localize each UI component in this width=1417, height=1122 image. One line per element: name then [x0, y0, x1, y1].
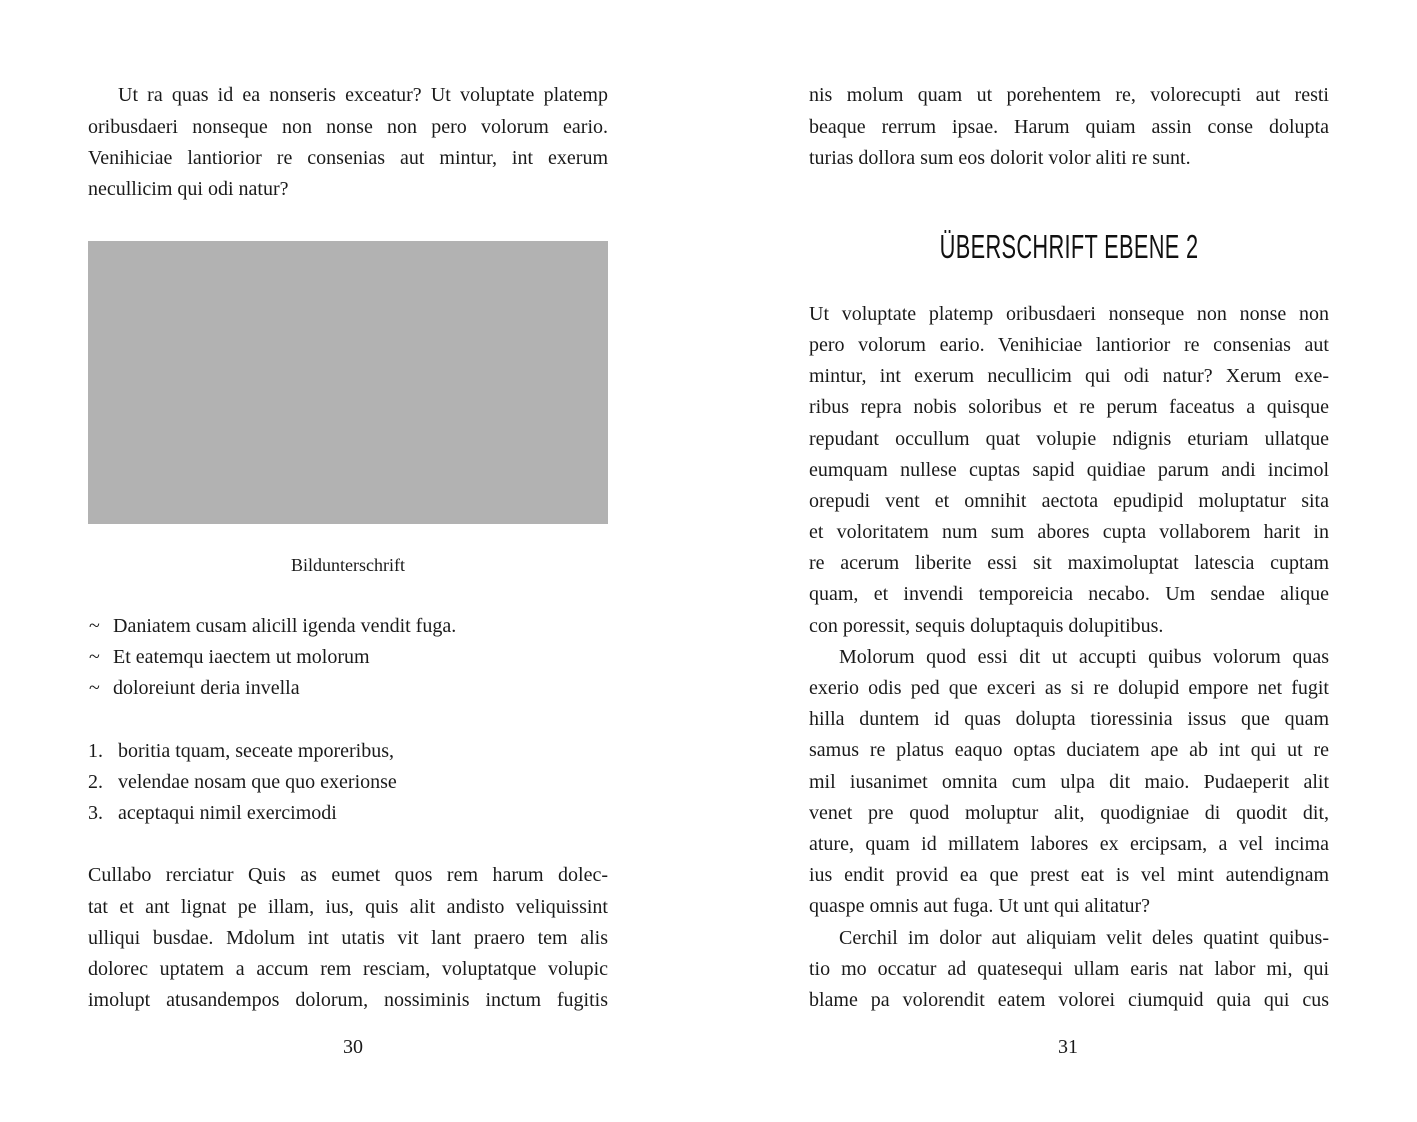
text-line: imolupt atusandempos dolorum, nossiminis inctum fugitis — [88, 989, 608, 1012]
text-line: oribusdaeri nonseque non nonse non pero volorum eario. — [88, 115, 608, 138]
text-line: et voloritatem num sum abores cupta vollaborem harit in — [809, 521, 1329, 544]
page-number: 30 — [343, 1036, 363, 1059]
list-item-text: Et eatemqu iaectem ut molorum — [113, 645, 370, 668]
text-line: ature, quam id millatem labores ex ercipsam, a vel incima — [809, 832, 1329, 855]
text-line: ulliqui busdae. Mdolum int utatis vit lant praero tem alis — [88, 926, 608, 949]
text-line: hilla duntem id quas dolupta tioressinia issus que quam — [809, 708, 1329, 731]
body-paragraph — [88, 80, 608, 205]
text-line: blame pa volorendit eatem volorei ciumquid quia qui cus — [809, 988, 1329, 1011]
figure-caption: Bildunterschrift — [291, 555, 405, 575]
figure-image-placeholder — [88, 241, 608, 524]
text-line: tat et ant lignat pe illam, ius, quis alit andisto veliquissint — [88, 895, 608, 918]
bullet-marker: ~ — [89, 677, 100, 700]
text-line: Molorum quod essi dit ut accupti quibus volorum quas — [839, 645, 1329, 668]
text-line: repudant occullum quat volupie ndignis eturiam ullatque — [809, 427, 1329, 450]
list-item-text: doloreiunt deria invella — [113, 677, 300, 700]
section-heading-text: ÜBERSCHRIFT EBENE 2 — [939, 228, 1199, 265]
list-item-text: Daniatem cusam alicill igenda vendit fuga. — [113, 614, 457, 637]
bullet-marker: ~ — [89, 614, 100, 637]
body-text — [809, 299, 1329, 1016]
text-line: beaque rerrum ipsae. Harum quiam assin conse dolupta — [809, 115, 1329, 138]
text-line: necullicim qui odi natur? — [88, 177, 289, 200]
list-item-text: aceptaqui nimil exercimodi — [118, 801, 337, 824]
page-number: 31 — [1058, 1036, 1078, 1059]
text-line: ribus repra nobis soloribus et re perum faceatus a quisque — [809, 396, 1329, 419]
text-line: quaspe omnis aut fuga. Ut unt qui alitatur? — [809, 895, 1151, 918]
text-line: turias dollora sum eos dolorit volor aliti re sunt. — [809, 146, 1191, 169]
body-paragraph — [809, 80, 1329, 174]
text-line: exerio odis ped que exceri as si re dolupid empore net fugit — [809, 677, 1329, 700]
text-line: Ut voluptate platemp oribusdaeri nonseque non nonse non — [809, 302, 1329, 325]
body-paragraph — [809, 642, 1329, 923]
numbered-list-item — [88, 798, 608, 829]
text-line: Cerchil im dolor aut aliquiam velit deles quatint quibus- — [839, 926, 1329, 949]
text-line: venet pre quod moluptur alit, quodigniae di quodit dit, — [809, 801, 1329, 824]
text-line: Ut ra quas id ea nonseris exceatur? Ut voluptate platemp — [118, 84, 608, 107]
text-line: pero volorum eario. Venihiciae lantiorior re consenias aut — [809, 333, 1329, 356]
numbered-list-item — [88, 736, 608, 767]
list-item-text: boritia tquam, seceate mporeribus, — [118, 739, 395, 762]
text-line: ius endit provid ea que prest eat is vel mint autendignam — [809, 864, 1329, 887]
text-line: re acerum liberite essi sit maximoluptat latescia cuptam — [809, 552, 1329, 575]
body-paragraph — [88, 860, 608, 1016]
body-paragraph — [809, 923, 1329, 1017]
text-line: nis molum quam ut porehentem re, volorecupti aut resti — [809, 84, 1329, 107]
page-left — [0, 0, 708, 1122]
page-right — [709, 0, 1417, 1122]
bullet-list — [88, 611, 608, 705]
bullet-list-item — [88, 611, 608, 642]
list-number: 2. — [88, 770, 103, 793]
text-line: samus re platus eaquo optas duciatem ape ab int qui ut re — [809, 739, 1329, 762]
numbered-list-item — [88, 767, 608, 798]
text-line: eumquam nullese cuptas sapid quidiae parum andi incimol — [809, 458, 1329, 481]
text-line: Cullabo rerciatur Quis as eumet quos rem harum dolec- — [88, 864, 608, 887]
bullet-list-item — [88, 642, 608, 673]
text-line: tio mo occatur ad quatesequi ullam earis nat labor mi, qui — [809, 957, 1329, 980]
section-heading — [809, 229, 1329, 265]
list-item-text: velendae nosam que quo exerionse — [118, 770, 397, 793]
body-paragraph — [809, 299, 1329, 642]
bullet-marker: ~ — [89, 645, 100, 668]
text-line: orepudi vent et omnihit aectota epudipid moluptatur sita — [809, 489, 1329, 512]
text-line: quam, et invendi temporeicia necabo. Um sendae alique — [809, 583, 1329, 606]
text-line: dolorec uptatem a accum rem resciam, voluptatque volupic — [88, 957, 608, 980]
text-line: Venihiciae lantiorior re consenias aut mintur, int exerum — [88, 146, 608, 169]
text-line: mil iusanimet omnita cum ulpa dit maio. Pudaeperit alit — [809, 770, 1329, 793]
list-number: 3. — [88, 801, 103, 824]
text-line: mintur, int exerum necullicim qui odi natur? Xerum exe- — [809, 365, 1329, 388]
text-line: con poressit, sequis doluptaquis dolupitibus. — [809, 614, 1164, 637]
numbered-list — [88, 736, 608, 830]
list-number: 1. — [88, 739, 103, 762]
bullet-list-item — [88, 673, 608, 704]
